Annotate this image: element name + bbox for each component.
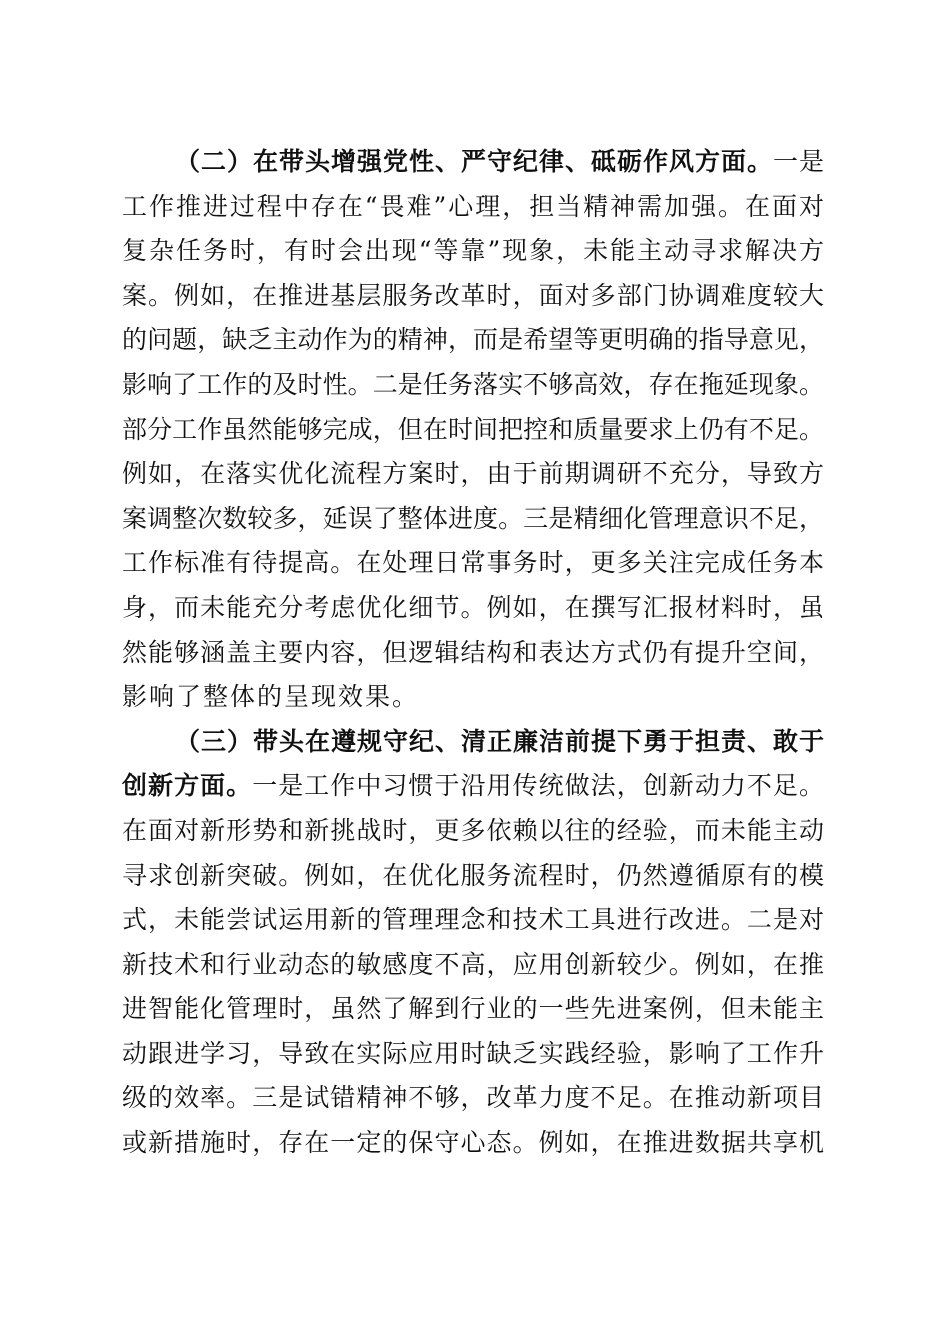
text-line bbox=[122, 720, 824, 765]
section-heading: （三）带头在遵规守纪、清正廉洁前提下勇于担责、敢于 bbox=[175, 726, 825, 756]
text-line bbox=[122, 185, 824, 230]
text-line bbox=[122, 318, 824, 363]
text-line bbox=[122, 274, 824, 319]
body-text: 工作标准有待提高。在处理日常事务时，更多关注完成任务本 bbox=[122, 548, 826, 578]
section-heading: 创新方面。 bbox=[122, 771, 253, 801]
body-text: 一是 bbox=[772, 147, 825, 176]
text-line bbox=[122, 898, 824, 943]
text-line bbox=[122, 363, 824, 408]
paragraph bbox=[122, 140, 824, 720]
text-line bbox=[122, 1121, 824, 1166]
body-text: 影响了工作的及时性。二是任务落实不够高效，存在拖延现象。 bbox=[122, 369, 825, 399]
body-text: 的问题，缺乏主动作为的精神，而是希望等更明确的指导意见， bbox=[122, 325, 825, 355]
text-line bbox=[122, 764, 824, 809]
body-text: 影响了整体的呈现效果。 bbox=[122, 682, 420, 712]
body-text: 然能够涵盖主要内容，但逻辑结构和表达方式仍有提升空间， bbox=[122, 637, 826, 667]
text-line bbox=[122, 1076, 824, 1121]
text-line bbox=[122, 497, 824, 542]
body-text: 例如，在落实优化流程方案时，由于前期调研不充分，导致方 bbox=[122, 459, 826, 489]
body-text: 案调整次数较多，延误了整体进度。三是精细化管理意识不足， bbox=[122, 503, 825, 533]
text-line bbox=[122, 987, 824, 1032]
body-text: 工作推进过程中存在“畏难”心理，担当精神需加强。在面对 bbox=[122, 191, 826, 221]
paragraph bbox=[122, 720, 824, 1166]
text-line bbox=[122, 943, 824, 988]
body-text: 在面对新形势和新挑战时，更多依赖以往的经验，而未能主动 bbox=[122, 815, 826, 845]
body-text: 或新措施时，存在一定的保守心态。例如，在推进数据共享机 bbox=[122, 1128, 826, 1158]
text-line bbox=[122, 229, 824, 274]
text-line bbox=[122, 140, 824, 185]
text-line bbox=[122, 452, 824, 497]
text-line bbox=[122, 541, 824, 586]
text-line bbox=[122, 809, 824, 854]
body-text: 级的效率。三是试错精神不够，改革力度不足。在推动新项目 bbox=[122, 1083, 826, 1113]
body-text: 案。例如，在推进基层服务改革时，面对多部门协调难度较大 bbox=[122, 280, 826, 310]
body-text: 身，而未能充分考虑优化细节。例如，在撰写汇报材料时，虽 bbox=[122, 592, 826, 622]
text-line bbox=[122, 675, 824, 720]
body-text: 动跟进学习，导致在实际应用时缺乏实践经验，影响了工作升 bbox=[122, 1038, 826, 1068]
text-line bbox=[122, 586, 824, 631]
body-text: 进智能化管理时，虽然了解到行业的一些先进案例，但未能主 bbox=[122, 994, 826, 1024]
section-heading: （二）在带头增强党性、严守纪律、砥砺作风方面。 bbox=[175, 147, 773, 176]
body-text: 部分工作虽然能够完成，但在时间把控和质量要求上仍有不足。 bbox=[122, 414, 825, 444]
text-line bbox=[122, 408, 824, 453]
body-text: 一是工作中习惯于沿用传统做法，创新动力不足。 bbox=[252, 771, 826, 801]
text-line bbox=[122, 1032, 824, 1077]
text-line bbox=[122, 631, 824, 676]
body-text: 寻求创新突破。例如，在优化服务流程时，仍然遵循原有的模 bbox=[122, 860, 826, 890]
body-text: 式，未能尝试运用新的管理理念和技术工具进行改进。二是对 bbox=[122, 905, 826, 935]
document-page bbox=[122, 140, 824, 1166]
text-line bbox=[122, 854, 824, 899]
body-text: 新技术和行业动态的敏感度不高，应用创新较少。例如，在推 bbox=[122, 949, 826, 979]
body-text: 复杂任务时，有时会出现“等靠”现象，未能主动寻求解决方 bbox=[122, 236, 826, 266]
